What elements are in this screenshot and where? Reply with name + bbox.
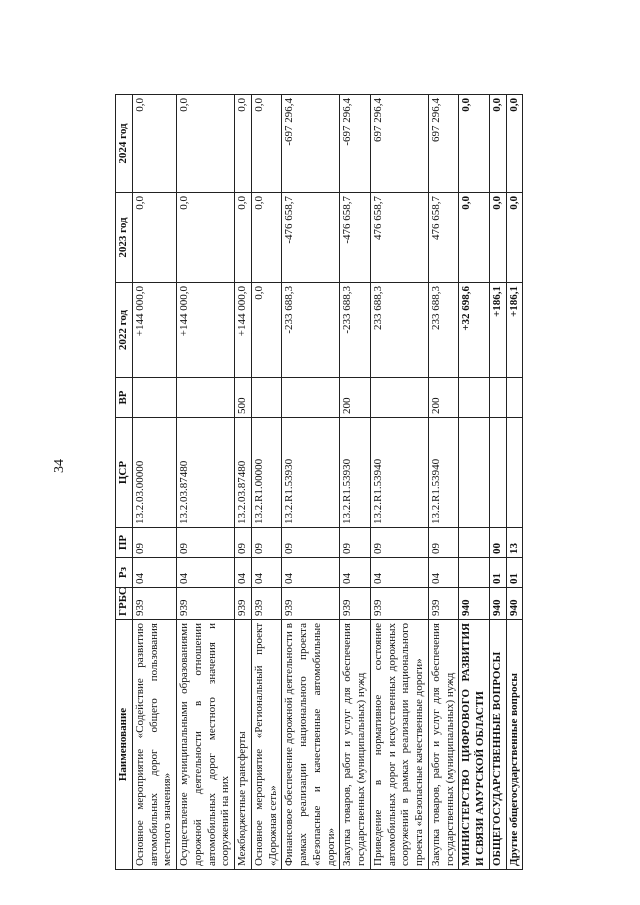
cell-vr (132, 378, 176, 418)
cell-grbs: 939 (428, 588, 459, 620)
table-row (428, 95, 459, 870)
cell-2024: 697 296,4 (428, 95, 459, 193)
table-header-row (116, 95, 133, 870)
cell-grbs: 939 (132, 588, 176, 620)
cell-vr (251, 378, 282, 418)
cell-csr: 13.2.03.00000 (132, 418, 176, 528)
cell-csr: 13.2.R1.53940 (370, 418, 428, 528)
cell-csr (489, 418, 506, 528)
cell-pr: 09 (132, 528, 176, 558)
header-csr: ЦСР (116, 418, 133, 528)
header-name: Наименование (116, 620, 133, 870)
cell-2024: -697 296,4 (340, 95, 371, 193)
cell-2023: 0,0 (459, 193, 490, 283)
cell-grbs: 939 (235, 588, 252, 620)
cell-pr: 13 (506, 528, 523, 558)
cell-name: МИНИСТЕРСТВО ЦИФРОВОГО РАЗВИТИЯ И СВЯЗИ АМУРСКОЙ ОБЛАСТИ (459, 620, 490, 870)
cell-vr: 200 (340, 378, 371, 418)
cell-2024: 697 296,4 (370, 95, 428, 193)
header-2023: 2023 год (116, 193, 133, 283)
rotated-table-container (115, 95, 565, 870)
cell-vr (370, 378, 428, 418)
cell-name: Закупка товаров, работ и услуг для обеспечения государственных (муниципальных) нужд (428, 620, 459, 870)
table-row (282, 95, 340, 870)
cell-pr: 09 (340, 528, 371, 558)
cell-rz: 04 (370, 558, 428, 588)
cell-grbs: 939 (177, 588, 235, 620)
cell-2022: -233 688,3 (282, 283, 340, 378)
cell-2022: +144 000,0 (235, 283, 252, 378)
cell-2023: 0,0 (251, 193, 282, 283)
cell-vr: 500 (235, 378, 252, 418)
cell-pr: 09 (251, 528, 282, 558)
cell-2024: 0,0 (251, 95, 282, 193)
table-row (251, 95, 282, 870)
cell-name: ОБЩЕГОСУДАРСТВЕННЫЕ ВОПРОСЫ (489, 620, 506, 870)
cell-name: Закупка товаров, работ и услуг для обеспечения государственных (муниципальных) нужд (340, 620, 371, 870)
cell-csr: 13.2.03.87480 (235, 418, 252, 528)
cell-2023: -476 658,7 (282, 193, 340, 283)
cell-2023: 476 658,7 (428, 193, 459, 283)
cell-2023: 476 658,7 (370, 193, 428, 283)
header-2024: 2024 год (116, 95, 133, 193)
cell-rz: 04 (251, 558, 282, 588)
cell-pr: 09 (177, 528, 235, 558)
cell-name: Осуществление муниципальными образованиями дорожной деятельности в отношении автомобильных дорог местного значения и сооружений на них (177, 620, 235, 870)
cell-csr: 13.2.03.87480 (177, 418, 235, 528)
table-row (340, 95, 371, 870)
cell-rz: 04 (282, 558, 340, 588)
cell-vr (506, 378, 523, 418)
cell-2022: +144 000,0 (177, 283, 235, 378)
cell-2023: 0,0 (177, 193, 235, 283)
cell-grbs: 939 (370, 588, 428, 620)
cell-grbs: 939 (340, 588, 371, 620)
table-row (370, 95, 428, 870)
cell-pr: 00 (489, 528, 506, 558)
header-vr: ВР (116, 378, 133, 418)
table-row (235, 95, 252, 870)
cell-pr (459, 528, 490, 558)
cell-rz (459, 558, 490, 588)
cell-2023: 0,0 (132, 193, 176, 283)
table-row (459, 95, 490, 870)
header-grbs: ГРБС (116, 588, 133, 620)
cell-2022: +186,1 (506, 283, 523, 378)
cell-vr: 200 (428, 378, 459, 418)
cell-pr: 09 (428, 528, 459, 558)
header-rz: Рз (116, 558, 133, 588)
cell-2024: 0,0 (235, 95, 252, 193)
cell-csr (506, 418, 523, 528)
cell-2023: 0,0 (506, 193, 523, 283)
cell-rz: 04 (177, 558, 235, 588)
header-pr: ПР (116, 528, 133, 558)
cell-name: Приведение в нормативное состояние автомобильных дорог и искусственных дорожных сооружений в рамках реализации национального проекта «Безопасные качественные дороги» (370, 620, 428, 870)
cell-rz: 04 (340, 558, 371, 588)
table-row (132, 95, 176, 870)
cell-2023: -476 658,7 (340, 193, 371, 283)
cell-2022: +32 698,6 (459, 283, 490, 378)
cell-2024: 0,0 (132, 95, 176, 193)
cell-csr: 13.2.R1.53940 (428, 418, 459, 528)
cell-2022: -233 688,3 (340, 283, 371, 378)
cell-name: Основное мероприятие «Региональный проект «Дорожная сеть» (251, 620, 282, 870)
page-number: 34 (52, 459, 67, 473)
cell-2024: 0,0 (177, 95, 235, 193)
cell-2022: 0,0 (251, 283, 282, 378)
cell-rz: 04 (132, 558, 176, 588)
budget-table (115, 94, 523, 870)
cell-2023: 0,0 (489, 193, 506, 283)
cell-name: Межбюджетные трансферты (235, 620, 252, 870)
table-row (177, 95, 235, 870)
table-body (132, 95, 523, 870)
cell-2023: 0,0 (235, 193, 252, 283)
cell-rz: 01 (489, 558, 506, 588)
cell-name: Основное мероприятие «Содействие развитию автомобильных дорог общего пользования местного значения» (132, 620, 176, 870)
cell-rz: 01 (506, 558, 523, 588)
cell-grbs: 940 (459, 588, 490, 620)
cell-2024: 0,0 (459, 95, 490, 193)
cell-vr (177, 378, 235, 418)
cell-name: Другие общегосударственные вопросы (506, 620, 523, 870)
cell-grbs: 939 (282, 588, 340, 620)
cell-2022: 233 688,3 (428, 283, 459, 378)
cell-vr (459, 378, 490, 418)
table-row (506, 95, 523, 870)
cell-grbs: 940 (506, 588, 523, 620)
cell-csr: 13.2.R1.53930 (340, 418, 371, 528)
cell-pr: 09 (370, 528, 428, 558)
cell-2022: 233 688,3 (370, 283, 428, 378)
cell-vr (489, 378, 506, 418)
cell-name: Финансовое обеспечение дорожной деятельности в рамках реализации национального проекта «Безопасные и качественные автомобильные дороги» (282, 620, 340, 870)
table-row (489, 95, 506, 870)
cell-2024: 0,0 (489, 95, 506, 193)
cell-csr: 13.2.R1.53930 (282, 418, 340, 528)
cell-vr (282, 378, 340, 418)
cell-pr: 09 (235, 528, 252, 558)
cell-2024: 0,0 (506, 95, 523, 193)
cell-2022: +144 000,0 (132, 283, 176, 378)
cell-2022: +186,1 (489, 283, 506, 378)
cell-grbs: 940 (489, 588, 506, 620)
header-2022: 2022 год (116, 283, 133, 378)
cell-2024: -697 296,4 (282, 95, 340, 193)
cell-rz: 04 (235, 558, 252, 588)
cell-grbs: 939 (251, 588, 282, 620)
cell-csr: 13.2.R1.00000 (251, 418, 282, 528)
cell-pr: 09 (282, 528, 340, 558)
cell-rz: 04 (428, 558, 459, 588)
cell-csr (459, 418, 490, 528)
